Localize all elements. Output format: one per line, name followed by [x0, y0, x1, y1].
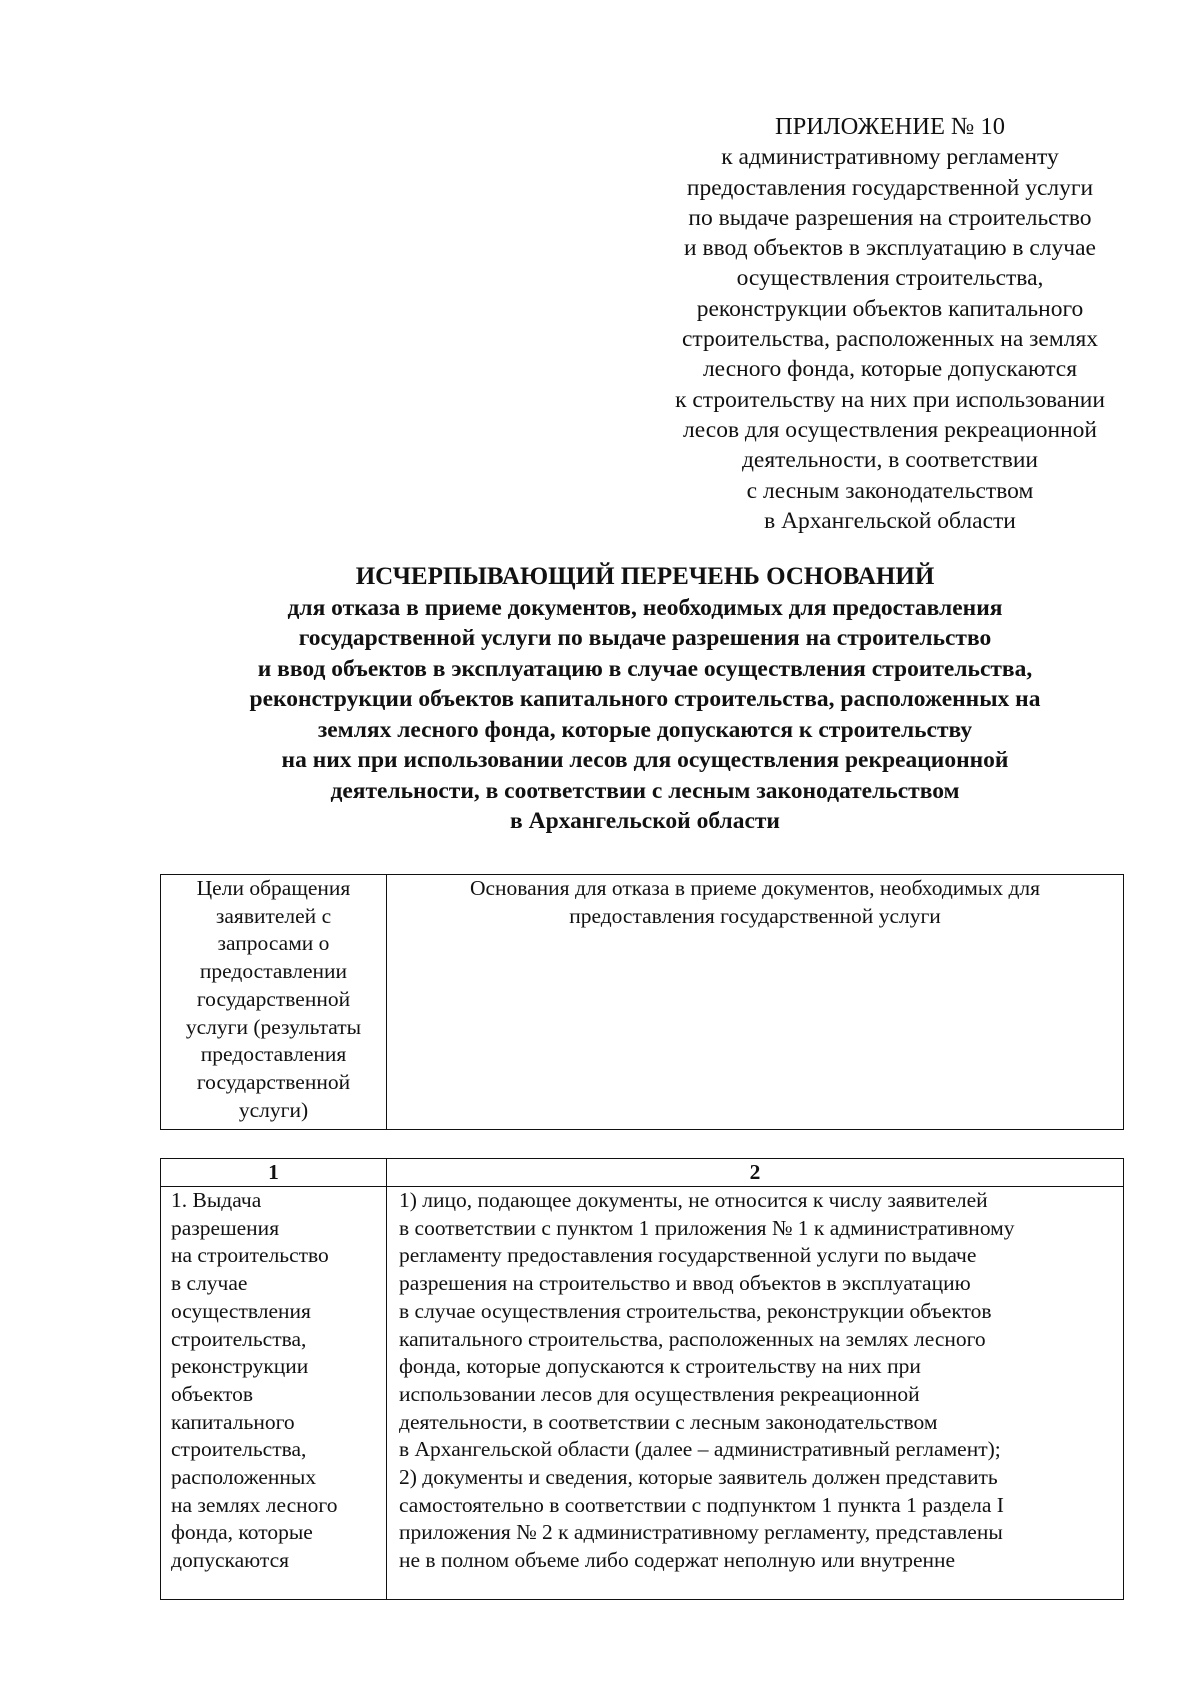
cell-line: Цели обращения: [196, 876, 351, 900]
title-line: в Архангельской области: [510, 808, 780, 834]
cell-line: регламенту предоставления государственной услуги по выдаче: [399, 1243, 977, 1268]
cell-line: не в полном объеме либо содержат неполную или внутренне: [399, 1548, 956, 1573]
appendix-line: предоставления государственной услуги: [686, 174, 1094, 201]
cell-line: разрешения на строительство и ввод объектов в эксплуатацию: [399, 1271, 971, 1296]
cell-line: фонда, которые: [171, 1520, 313, 1545]
table-row: [161, 1187, 1124, 1600]
cell-line: заявителей с: [215, 903, 332, 928]
title-line: и ввод объектов в эксплуатацию в случае осуществления строительства,: [257, 655, 1033, 682]
header-table: [160, 874, 1124, 1130]
appendix-line: деятельности, в соответствии: [741, 447, 1039, 474]
appendix-line: лесного фонда, которые допускаются: [702, 356, 1078, 383]
cell-line: 1. Выдача: [171, 1188, 262, 1212]
document-title: [100, 562, 1190, 837]
appendix-line: реконструкции объектов капитального: [696, 295, 1084, 322]
appendix-heading: [610, 112, 1170, 536]
cell-line: капитального: [171, 1409, 295, 1434]
cell-line: реконструкции: [171, 1354, 309, 1379]
cell-line: предоставления государственной услуги: [569, 903, 941, 928]
column-number-1: 1: [161, 1159, 387, 1187]
cell-line: осуществления: [171, 1298, 311, 1323]
appendix-line: по выдаче разрешения на строительство: [688, 204, 1092, 231]
grounds-cell: [387, 1187, 1124, 1600]
cell-line: самостоятельно в соответствии с подпунктом 1 пункта 1 раздела I: [399, 1492, 1004, 1517]
cell-line: допускаются: [171, 1548, 290, 1573]
cell-line: в случае осуществления строительства, реконструкции объектов: [399, 1298, 992, 1323]
title-line: на них при использовании лесов для осуществления рекреационной: [281, 747, 1009, 773]
appendix-line: осуществления строительства,: [736, 265, 1044, 292]
header-cell-goals: [161, 875, 387, 1130]
appendix-line: к административному регламенту: [721, 144, 1059, 171]
cell-line: капитального строительства, расположенных на землях лесного: [399, 1326, 986, 1351]
grounds-table: [160, 1158, 1124, 1600]
title-line: государственной услуги по выдаче разрешения на строительство: [298, 625, 992, 651]
cell-line: строительства,: [171, 1437, 307, 1462]
cell-line: услуги): [238, 1097, 309, 1122]
column-number-2: 2: [387, 1159, 1124, 1187]
cell-line: фонда, которые допускаются к строительству на них при: [399, 1354, 921, 1379]
cell-line: запросами о: [217, 931, 330, 956]
cell-line: государственной: [196, 986, 351, 1011]
cell-line: услуги (результаты: [185, 1014, 362, 1039]
appendix-line: к строительству на них при использовании: [675, 386, 1105, 413]
cell-line: предоставления: [200, 1042, 347, 1067]
cell-line: разрешения: [171, 1215, 280, 1240]
appendix-line: лесов для осуществления рекреационной: [683, 416, 1097, 443]
appendix-line: и ввод объектов в эксплуатацию в случае: [684, 235, 1096, 262]
table-row: [161, 875, 1124, 1130]
cell-line: использовании лесов для осуществления рекреационной: [399, 1381, 920, 1406]
cell-line: в соответствии с пунктом 1 приложения № 1 к административному: [399, 1215, 1015, 1240]
appendix-line: с лесным законодательством: [746, 477, 1034, 504]
cell-line: 1) лицо, подающее документы, не относится к числу заявителей: [399, 1188, 988, 1212]
appendix-line: строительства, расположенных на землях: [681, 326, 1099, 353]
cell-line: объектов: [171, 1381, 253, 1406]
cell-line: строительства,: [171, 1326, 307, 1351]
cell-line: в случае: [171, 1271, 248, 1296]
cell-line: Основания для отказа в приеме документов, необходимых для: [469, 876, 1041, 900]
title-line: деятельности, в соответствии с лесным законодательством: [330, 777, 960, 804]
title-main-line: ИСЧЕРПЫВАЮЩИЙ ПЕРЕЧЕНЬ ОСНОВАНИЙ: [355, 563, 935, 590]
title-line: для отказа в приеме документов, необходимых для предоставления: [287, 594, 1003, 621]
cell-line: государственной: [196, 1069, 351, 1094]
cell-line: предоставлении: [199, 959, 348, 984]
cell-line: приложения № 2 к административному регламенту, представлены: [399, 1520, 1003, 1545]
cell-line: 2) документы и сведения, которые заявитель должен представить: [399, 1465, 998, 1490]
appendix-line: ПРИЛОЖЕНИЕ № 10: [774, 113, 1006, 140]
goal-cell: [161, 1187, 387, 1600]
header-cell-grounds: [387, 875, 1124, 1130]
cell-line: деятельности, в соответствии с лесным законодательством: [399, 1409, 938, 1434]
appendix-line: в Архангельской области: [764, 507, 1016, 534]
title-line: землях лесного фонда, которые допускаются к строительству: [317, 716, 973, 743]
cell-line: на строительство: [171, 1243, 329, 1268]
cell-line: на землях лесного: [171, 1492, 338, 1517]
cell-line: расположенных: [171, 1465, 317, 1490]
title-line: реконструкции объектов капитального строительства, расположенных на: [249, 686, 1041, 712]
column-number-row: [161, 1159, 1124, 1187]
cell-line: в Архангельской области (далее – административный регламент);: [399, 1437, 1001, 1462]
